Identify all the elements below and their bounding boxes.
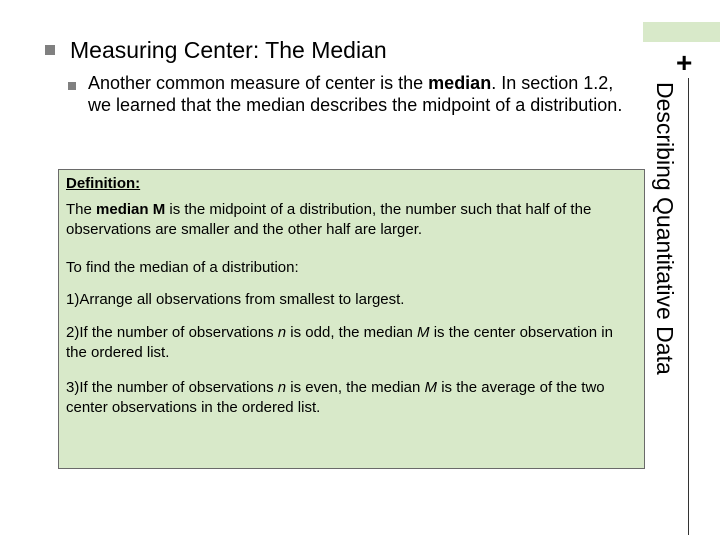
step-2-text-a: 2)If the number of observations bbox=[66, 324, 278, 341]
step-2-var-n: n bbox=[277, 324, 287, 341]
find-median-heading: To find the median of a distribution: bbox=[66, 259, 299, 276]
header-accent-band bbox=[643, 22, 720, 42]
step-2-text-c: is the center observation in the ordered list. bbox=[66, 324, 613, 361]
side-divider bbox=[688, 78, 689, 535]
definition-text-end: is the midpoint of a distribution, the number such that half of the observations are smaller and the other half are larger. bbox=[66, 201, 592, 238]
definition-text bbox=[66, 200, 636, 240]
step-1: 1)Arrange all observations from smallest to largest. bbox=[66, 291, 405, 308]
step-3-var-n: n bbox=[277, 379, 287, 396]
title-prefix: Measuring bbox=[70, 37, 178, 63]
definition-text-start: The bbox=[66, 201, 97, 218]
definition-label: Definition: bbox=[66, 175, 141, 192]
step-2-var-m: M bbox=[417, 324, 430, 341]
definition-term: median M bbox=[96, 201, 166, 218]
step-3-var-m: M bbox=[424, 379, 438, 396]
slide-title bbox=[70, 36, 630, 64]
title-rest: Center: The Median bbox=[183, 37, 387, 63]
step-3-text-a: 3)If the number of observations bbox=[66, 379, 278, 396]
chapter-side-title: Describing Quantitative Data bbox=[652, 82, 678, 375]
step-2-text-b: is odd, the median bbox=[286, 324, 418, 341]
intro-text-end: . In section 1.2, we learned that the median describes the midpoint of a distribution. bbox=[88, 73, 623, 115]
square-bullet-icon bbox=[45, 45, 55, 55]
step-2 bbox=[66, 323, 636, 363]
intro-paragraph bbox=[88, 72, 628, 116]
intro-bold-term: median bbox=[428, 73, 492, 93]
step-3-text-b: is even, the median bbox=[286, 379, 425, 396]
plus-icon: + bbox=[676, 47, 693, 78]
step-3 bbox=[66, 378, 636, 418]
intro-text: Another common measure of center is the bbox=[88, 73, 429, 93]
square-bullet-icon bbox=[68, 82, 76, 90]
step-3-text-c: is the average of the two center observations in the ordered list. bbox=[66, 379, 605, 416]
